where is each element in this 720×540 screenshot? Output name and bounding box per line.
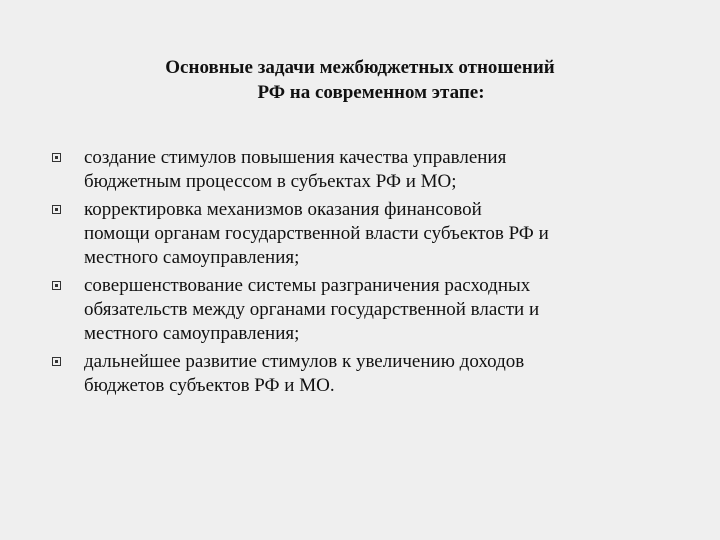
- list-item: [52, 350, 692, 398]
- list-item-line: помощи органам государственной власти субъектов РФ и: [84, 223, 549, 244]
- list-item-line: создание стимулов повышения качества управления: [84, 147, 507, 168]
- list-item-line: дальнейшее развитие стимулов к увеличению доходов: [84, 351, 525, 372]
- square-bullet-icon: [52, 153, 61, 162]
- list-item-line: корректировка механизмов оказания финансовой: [84, 199, 482, 220]
- square-bullet-icon: [52, 205, 61, 214]
- task-list: [52, 146, 692, 402]
- list-item-text: [84, 350, 692, 398]
- list-item: [52, 198, 692, 270]
- square-bullet-icon: [52, 281, 61, 290]
- list-item-line: местного самоуправления;: [84, 323, 300, 344]
- list-item-line: совершенствование системы разграничения расходных: [84, 275, 531, 296]
- list-item-line: местного самоуправления;: [84, 247, 300, 268]
- list-item-text: [84, 198, 692, 270]
- list-item-line: бюджетным процессом в субъектах РФ и МО;: [84, 171, 457, 192]
- slide-title: [0, 55, 720, 105]
- title-line-1: Основные задачи межбюджетных отношений: [165, 57, 555, 78]
- list-item-line: бюджетов субъектов РФ и МО.: [84, 375, 335, 396]
- square-bullet-icon: [52, 357, 61, 366]
- list-item: [52, 274, 692, 346]
- list-item-line: обязательств между органами государственной власти и: [84, 299, 540, 320]
- list-item-text: [84, 146, 692, 194]
- list-item-text: [84, 274, 692, 346]
- list-item: [52, 146, 692, 194]
- title-line-2: РФ на современном этапе:: [257, 82, 485, 103]
